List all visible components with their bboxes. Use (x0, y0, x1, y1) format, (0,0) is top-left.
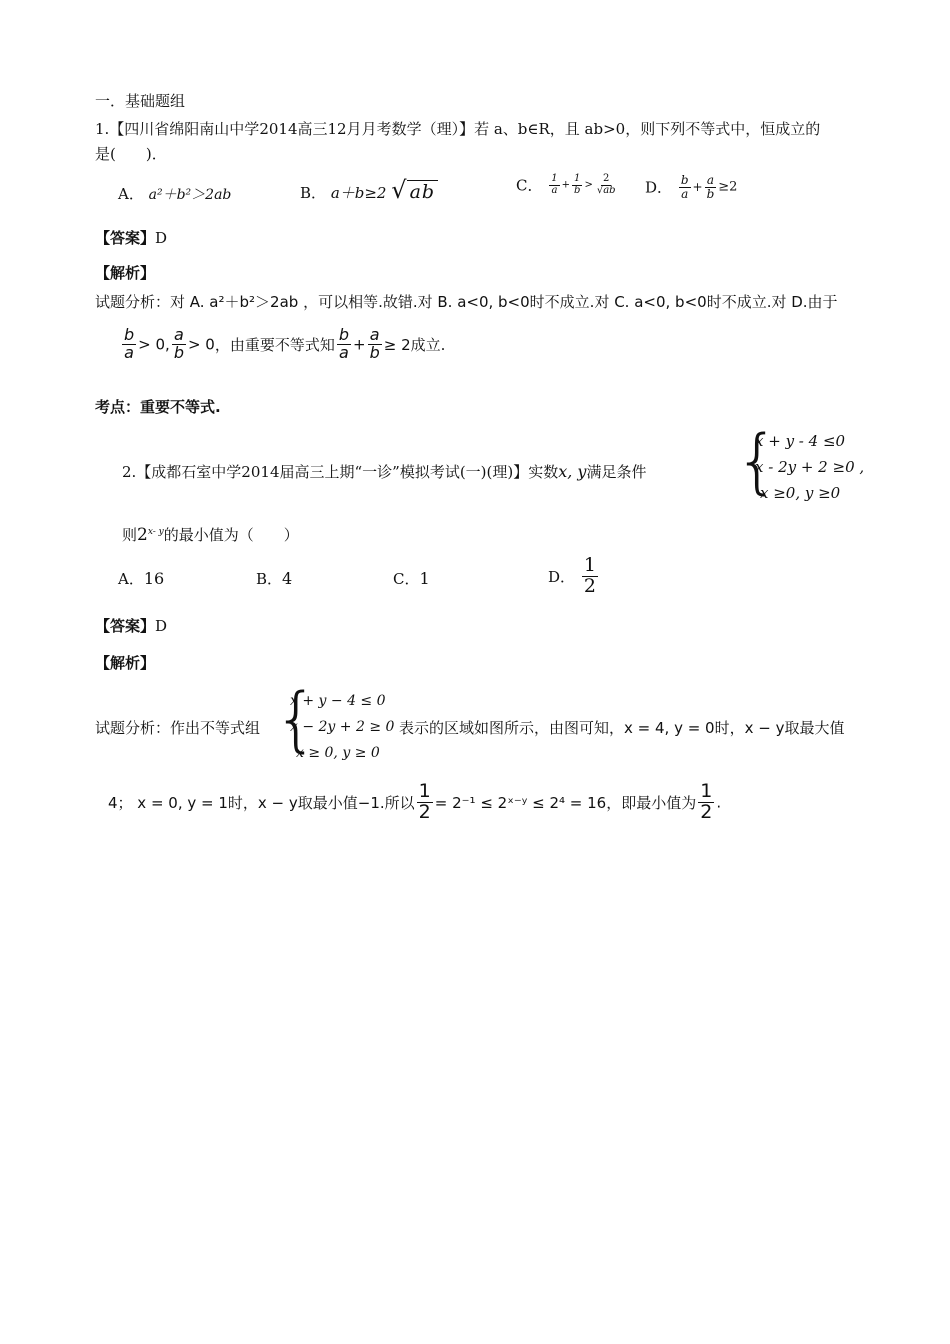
q2-stem-text: 2.【成都石室中学2014届高三上期“一诊”模拟考试(一)(理)】实数 (122, 463, 559, 481)
q2-analysis-prefix: 试题分析：作出不等式组 (95, 719, 261, 737)
q2-analysis-lines (290, 688, 394, 766)
q1-answer (95, 227, 167, 248)
q2-option-b-value: 4 (282, 569, 293, 588)
q2-condition-3: x ≥0, y ≥0 (760, 484, 841, 502)
q1-analysis-frac-b-a-2: $\frac{b}{a}$ (338, 325, 350, 362)
q2-stem-mid: 满足条件 (586, 463, 647, 481)
q1-answer-value: D (155, 229, 168, 247)
q2-answer-value: D (155, 617, 168, 635)
q1-option-d-frac2: $\frac{a}{b}$ (706, 173, 715, 201)
q1-analysis-end: ≥ 2成立. (383, 335, 446, 354)
q2-analysis-brace: { (274, 678, 319, 760)
q1-option-d-frac1: $\frac{b}{a}$ (680, 173, 689, 201)
q1-option-c-frac1: $\frac{1}{a}$ (551, 173, 558, 196)
q2-answer (95, 615, 167, 636)
q2-condition-2: x - 2y + 2 ≥0 , (755, 458, 865, 476)
q2-analysis-line2 (108, 782, 721, 823)
q2-option-c (393, 568, 430, 589)
q2-analysis-label: 【解析】 (95, 654, 156, 672)
q1-analysis-line1: 试题分析：对 A. a²＋b²＞2ab ，可以相等.故错.对 B. a<0, b<0时不成立.对 C. a<0, b<0时不成立.对 D.由于 (95, 293, 838, 311)
q1-knowledge-point: 考点：重要不等式. (95, 398, 221, 416)
q2-analysis-line2-a: 4； x = 0, y = 1时，x − y取最小值−1.所以 (108, 793, 415, 812)
q1-analysis-frac-b-a: $\frac{b}{a}$ (124, 325, 135, 362)
q2-condition-1: x + y - 4 ≤0 (755, 432, 846, 450)
q2-analysis-frac-half-2: $\frac{1}{2}$ (700, 780, 713, 823)
q2-ask-suffix: 的最小值为（ ） (163, 526, 299, 544)
q2-option-d-label: D． (548, 567, 576, 586)
q1-answer-label: 【答案】 (95, 229, 156, 247)
q1-analysis-line2: $\frac{b}{a}$ > 0, $\frac{a}{b}$ > 0，由重要不等式知 $\frac{b}{a}$ + $\frac{a}{b}$ ≥ 2成立. (124, 325, 446, 362)
q2-option-a-value: 16 (143, 569, 165, 588)
q2-option-d (548, 556, 600, 597)
q2-option-a (118, 568, 164, 589)
q1-option-b (300, 176, 438, 204)
q1-analysis-mid: ，由重要不等式知 (214, 335, 335, 354)
q2-condition-lines (755, 428, 864, 506)
q1-option-a-label: A． (118, 185, 144, 203)
q2-stem (122, 461, 646, 482)
section-heading: 一．基础题组 (95, 92, 186, 110)
q1-option-b-sqrt: √ ab (391, 176, 438, 204)
q1-option-c-frac3: $\frac{2}{√ab}$ (596, 173, 616, 196)
q1-option-b-expr: a＋b≥2 (330, 184, 387, 202)
q1-option-d-label: D． (645, 178, 673, 197)
q1-analysis-label: 【解析】 (95, 264, 156, 282)
q2-option-c-label: C． (393, 570, 420, 588)
q2-analysis-cond-1: x + y − 4 ≤ 0 (290, 693, 386, 709)
q2-analysis-frac-half: $\frac{1}{2}$ (418, 780, 431, 823)
q2-answer-label: 【答案】 (95, 617, 156, 635)
q2-stem-vars: x, y (558, 462, 587, 481)
q2-analysis-line2-b: = 2⁻¹ ≤ 2ˣ⁻ʸ ≤ 2⁴ = 16，即最小值为 (434, 793, 697, 812)
q2-ask: 则2$^{x- y}$的最小值为（ ） (122, 525, 299, 545)
q2-option-d-frac: $\frac{1}{2}$ (583, 554, 596, 597)
q1-option-c: C． $\frac{1}{a}$ + $\frac{1}{b}$ > $\frac{2}{√ab}$ (516, 173, 616, 196)
q2-option-a-label: A． (118, 570, 144, 588)
q1-option-b-radicand: ab (407, 180, 439, 203)
q1-option-b-label: B． (300, 184, 327, 202)
q1-option-a-expr: a²＋b²＞2ab (148, 187, 232, 203)
q2-analysis-cond-3: x ≥ 0, y ≥ 0 (296, 745, 380, 761)
q2-analysis-mid: 表示的区域如图所示，由图可知，x = 4, y = 0时，x − y取最大值 (399, 719, 845, 737)
q2-analysis-cond-2: x − 2y + 2 ≥ 0 (290, 719, 395, 735)
q2-ask-prefix: 则 (122, 526, 138, 544)
q2-condition-brace: { (735, 420, 780, 502)
q1-option-c-label: C． (516, 176, 543, 195)
q2-option-b-label: B． (256, 570, 283, 588)
q1-option-d: D． $\frac{b}{a}$ + $\frac{a}{b}$ ≥2 (645, 173, 738, 201)
q2-analysis-line2-end: . (716, 793, 722, 812)
q1-option-a (118, 183, 231, 204)
q1-stem-line2: 是( )． (95, 145, 167, 163)
q2-option-b (256, 568, 292, 589)
q1-analysis-frac-a-b: $\frac{a}{b}$ (173, 325, 184, 362)
q1-stem-line1: 1.【四川省绵阳南山中学2014高三12月月考数学（理）】若 a、b∈R，且 ab>0，则下列不等式中，恒成立的 (95, 120, 821, 138)
q2-option-c-value: 1 (419, 569, 430, 588)
q1-option-c-frac2: $\frac{1}{b}$ (574, 173, 581, 196)
q1-analysis-frac-a-b-2: $\frac{a}{b}$ (369, 325, 380, 362)
